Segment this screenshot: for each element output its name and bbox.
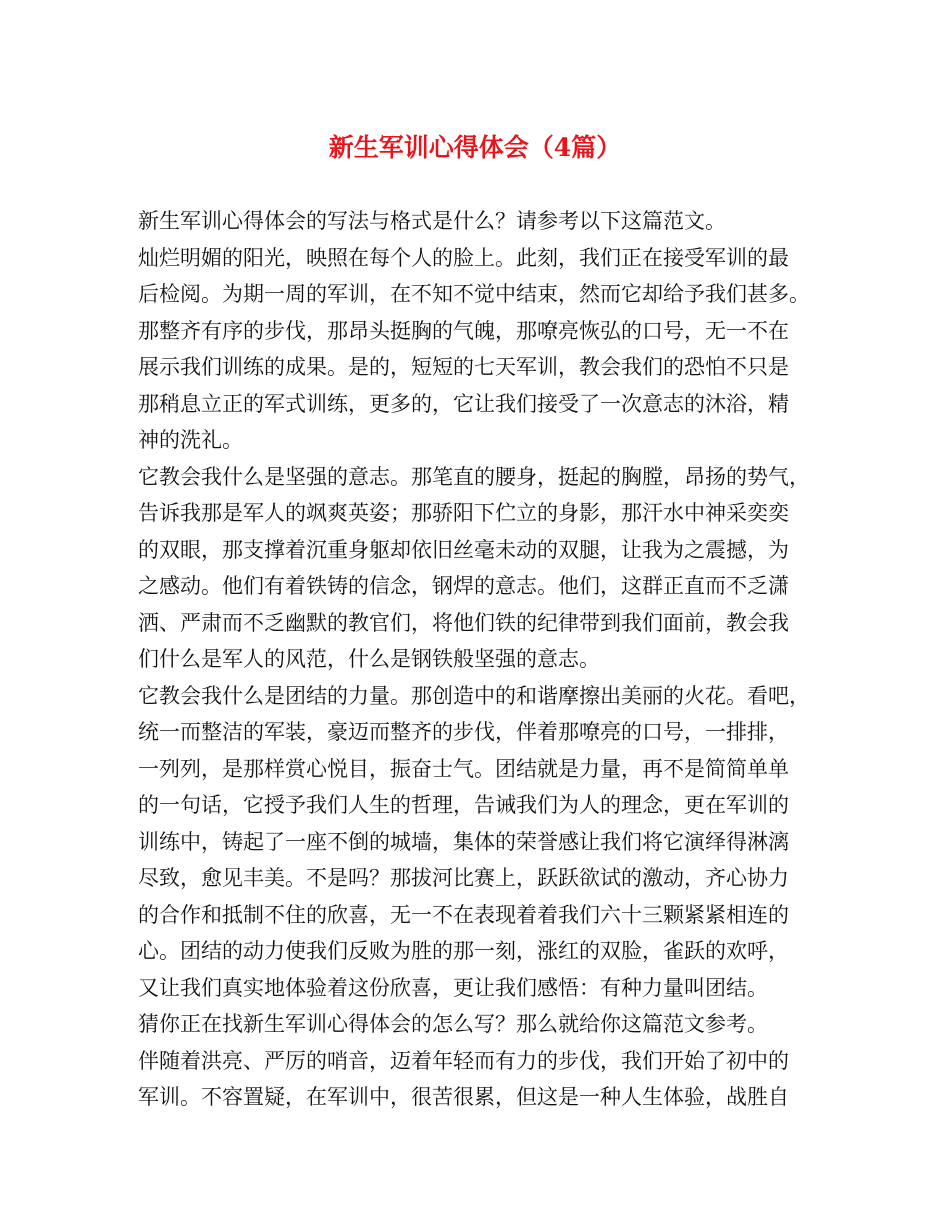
- text-line: 告诉我那是军人的飒爽英姿；那骄阳下伫立的身影，那汗水中神采奕奕: [138, 501, 789, 525]
- document-body: [138, 203, 828, 1116]
- text-line: 的合作和抵制不住的欣喜，无一不在表现着着我们六十三颗紧紧相连的: [138, 902, 789, 927]
- text-line: 新生军训心得体会的写法与格式是什么？请参考以下这篇范文。: [138, 209, 726, 233]
- text-line: 尽致，愈见丰美。不是吗？那拔河比赛上，跃跃欲试的激动，齐心协力: [138, 866, 789, 890]
- text-line: 灿烂明媚的阳光，映照在每个人的脸上。此刻，我们正在接受军训的最: [138, 245, 789, 270]
- text-line: 展示我们训练的成果。是的，短短的七天军训，教会我们的恐怕不只是: [138, 355, 789, 379]
- text-line: 又让我们真实地体验着这份欣喜，更让我们感悟：有种力量叫团结。: [138, 975, 768, 1000]
- text-line: 洒、严肃而不乏幽默的教官们，将他们铁的纪律带到我们面前，教会我: [138, 610, 789, 635]
- text-line: 伴随着洪亮、严厉的哨音，迈着年轻而有力的步伐，我们开始了初中的: [138, 1048, 789, 1073]
- text-line: 那稍息立正的军式训练，更多的，它让我们接受了一次意志的沐浴，精: [138, 391, 789, 416]
- document-title: 新生军训心得体会（4篇）: [328, 133, 622, 162]
- text-line: 神的洗礼。: [138, 428, 243, 452]
- text-line: 们什么是军人的风范，什么是钢铁般坚强的意志。: [138, 647, 600, 671]
- text-line: 军训。不容置疑，在军训中，很苦很累，但这是一种人生体验，战胜自: [138, 1085, 789, 1109]
- text-line: 的一句话，它授予我们人生的哲理，告诫我们为人的理念，更在军训的: [138, 793, 789, 817]
- text-line: 一列列，是那样赏心悦目，振奋士气。团结就是力量，再不是简简单单: [138, 756, 789, 781]
- text-line: 训练中，铸起了一座不倒的城墙，集体的荣誉感让我们将它演绎得淋漓: [138, 829, 789, 854]
- text-line: 后检阅。为期一周的军训，在不知不觉中结束，然而它却给予我们甚多。: [138, 282, 810, 306]
- text-line: 心。团结的动力使我们反败为胜的那一刻，涨红的双脸，雀跃的欢呼，: [138, 939, 789, 963]
- text-line: 那整齐有序的步伐，那昂头挺胸的气魄，那嘹亮恢弘的口号，无一不在: [138, 318, 789, 343]
- text-line: 的双眼，那支撑着沉重身躯却依旧丝毫未动的双腿，让我为之震撼，为: [138, 537, 789, 562]
- text-line: 它教会我什么是团结的力量。那创造中的和谐摩擦出美丽的火花。看吧，: [138, 683, 810, 708]
- text-line: 统一而整洁的军装，豪迈而整齐的步伐，伴着那嘹亮的口号，一排排，: [138, 720, 789, 744]
- text-line: 猜你正在找新生军训心得体会的怎么写？那么就给你这篇范文参考。: [138, 1012, 768, 1036]
- text-line: 之感动。他们有着铁铸的信念，钢焊的意志。他们，这群正直而不乏潇: [138, 574, 789, 598]
- text-line: 它教会我什么是坚强的意志。那笔直的腰身，挺起的胸膛，昂扬的势气，: [138, 464, 810, 489]
